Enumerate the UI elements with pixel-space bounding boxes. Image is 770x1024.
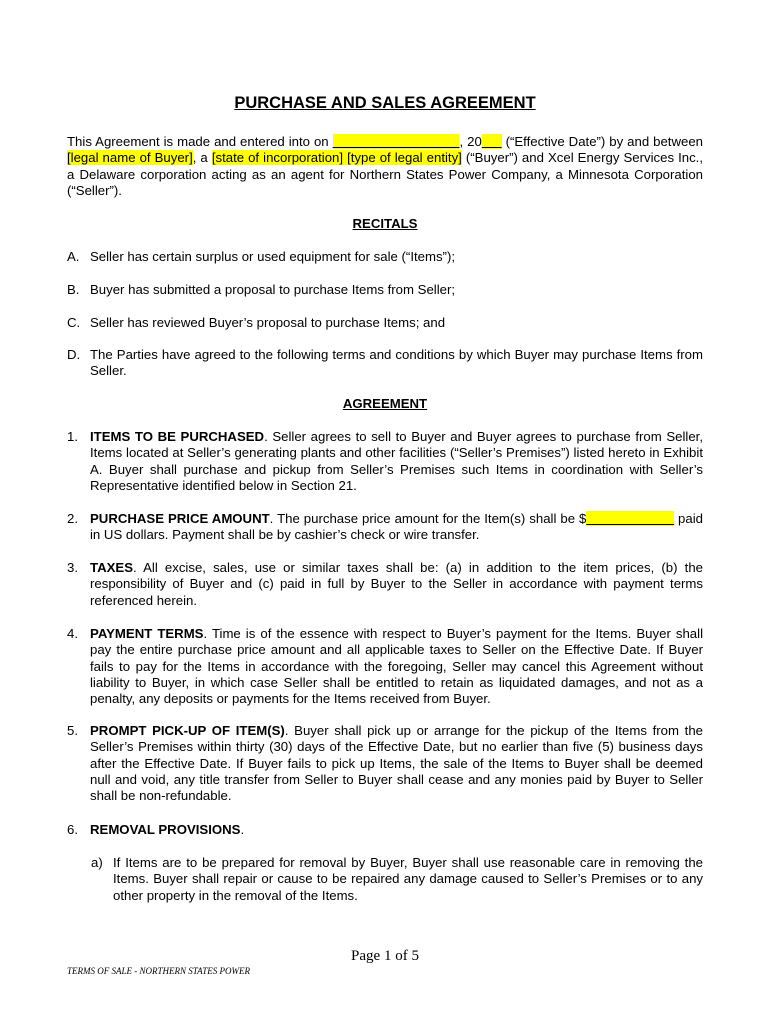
section-4 (67, 626, 703, 707)
purchase-amount-blank[interactable] (586, 511, 674, 526)
section-number: 6. (67, 822, 78, 837)
footer-text: TERMS OF SALE - NORTHERN STATES POWER (67, 966, 250, 976)
section-1 (67, 429, 703, 494)
section-text: . Seller agrees to sell to Buyer and Buyer agrees to purchase from Seller, Items located at Seller’s generating plants and other facilities (“Seller’s Premises”) listed hereto in Exhibit A. Buyer shall purchase and pickup from Seller’s Premises such Items in coordination with Seller’s Representative identified below in Section 21. (90, 429, 703, 493)
page-number: Page 1 of 5 (351, 948, 419, 964)
recitals-heading (67, 216, 703, 232)
intro-paragraph (67, 134, 703, 199)
agreement-heading (67, 396, 703, 412)
recital-item (67, 249, 703, 265)
section-6a (91, 855, 703, 904)
subsection-text: If Items are to be prepared for removal by Buyer, Buyer shall use reasonable care in removing the Items. Buyer shall repair or cause to be repaired any damage caused to Seller’s Premises or to any other property in the removal of the Items. (113, 855, 703, 903)
section-text: . (240, 822, 245, 837)
recital-label: B. (67, 282, 80, 297)
agreement-heading-text: AGREEMENT (342, 396, 428, 411)
section-3 (67, 560, 703, 609)
effective-date-blank[interactable] (333, 134, 460, 149)
recital-label: D. (67, 347, 81, 362)
recital-label: A. (67, 249, 80, 264)
buyer-entity-field[interactable]: [type of legal entity] (347, 150, 462, 166)
effective-year-blank[interactable] (482, 134, 502, 149)
section-title: ITEMS TO BE PURCHASED (90, 429, 265, 444)
intro-text: (“Buyer”) and Xcel Energy Services Inc., a Delaware corporation acting as an agent for Northern States Power Company, a Minnesota Corporation (“Seller”). (67, 150, 703, 198)
section-5 (67, 723, 703, 804)
section-number: 2. (67, 511, 78, 526)
recitals-heading-text: RECITALS (352, 216, 418, 231)
section-number: 3. (67, 560, 78, 575)
document-title: PURCHASE AND SALES AGREEMENT (234, 94, 536, 112)
section-number: 4. (67, 626, 78, 641)
intro-text: (“Effective Date”) by and between (501, 134, 703, 149)
recital-text: Seller has reviewed Buyer’s proposal to purchase Items; and (90, 315, 446, 330)
buyer-state-field[interactable]: [state of incorporation] (211, 150, 344, 166)
section-2 (67, 511, 703, 544)
section-title: REMOVAL PROVISIONS (90, 822, 241, 837)
recital-text: The Parties have agreed to the following terms and conditions by which Buyer may purchase Items from Seller. (90, 347, 703, 379)
recital-label: C. (67, 315, 81, 330)
recital-item (67, 315, 703, 331)
recital-item (67, 282, 703, 298)
recital-text: Seller has certain surplus or used equipment for sale (“Items”); (90, 249, 456, 264)
section-number: 5. (67, 723, 78, 738)
section-number: 1. (67, 429, 78, 444)
section-title: TAXES (90, 560, 133, 575)
section-text: . All excise, sales, use or similar taxes shall be: (a) in addition to the item prices, (b) the responsibility of Buyer and (c) paid in full by Buyer to the Seller in accordance with payment terms referenced herein. (90, 560, 703, 608)
intro-text: This Agreement is made and entered into on (67, 134, 333, 149)
intro-text: , a (192, 150, 212, 166)
recital-item (67, 347, 703, 380)
section-title: PAYMENT TERMS (90, 626, 204, 641)
buyer-name-field[interactable]: [legal name of Buyer] (67, 150, 193, 166)
section-text: . Time is of the essence with respect to Buyer’s payment for the Items. Buyer shall pay the entire purchase price amount and all applicable taxes to Seller on the Effective Date. If Buyer fails to pay for the Items in accordance with the foregoing, Seller may cancel this Agreement without liability to Buyer, in which case Seller shall be entitled to retain as liquidated damages, and not as a penalty, any deposits or payments for the Items received from Buyer. (90, 626, 703, 707)
section-title: PURCHASE PRICE AMOUNT (90, 511, 270, 526)
section-text: . Buyer shall pick up or arrange for the pickup of the Items from the Seller’s Premises within thirty (30) days of the Effective Date, but no earlier than five (5) business days after the Effective Date. If Buyer fails to pick up Items, the sale of the Items to Buyer shall be deemed null and void, any title transfer from Seller to Buyer shall cease and any monies paid by Buyer to Seller shall be non-refundable. (90, 723, 703, 804)
section-title: PROMPT PICK-UP OF ITEM(S) (90, 723, 285, 738)
section-6 (67, 822, 703, 838)
section-text: paid in US dollars. Payment shall be by cashier’s check or wire transfer. (90, 511, 703, 543)
subsection-label: a) (91, 855, 103, 870)
recital-text: Buyer has submitted a proposal to purchase Items from Seller; (90, 282, 456, 297)
intro-text: , 20 (459, 134, 482, 149)
section-text: . The purchase price amount for the Item(s) shall be $ (269, 511, 587, 526)
